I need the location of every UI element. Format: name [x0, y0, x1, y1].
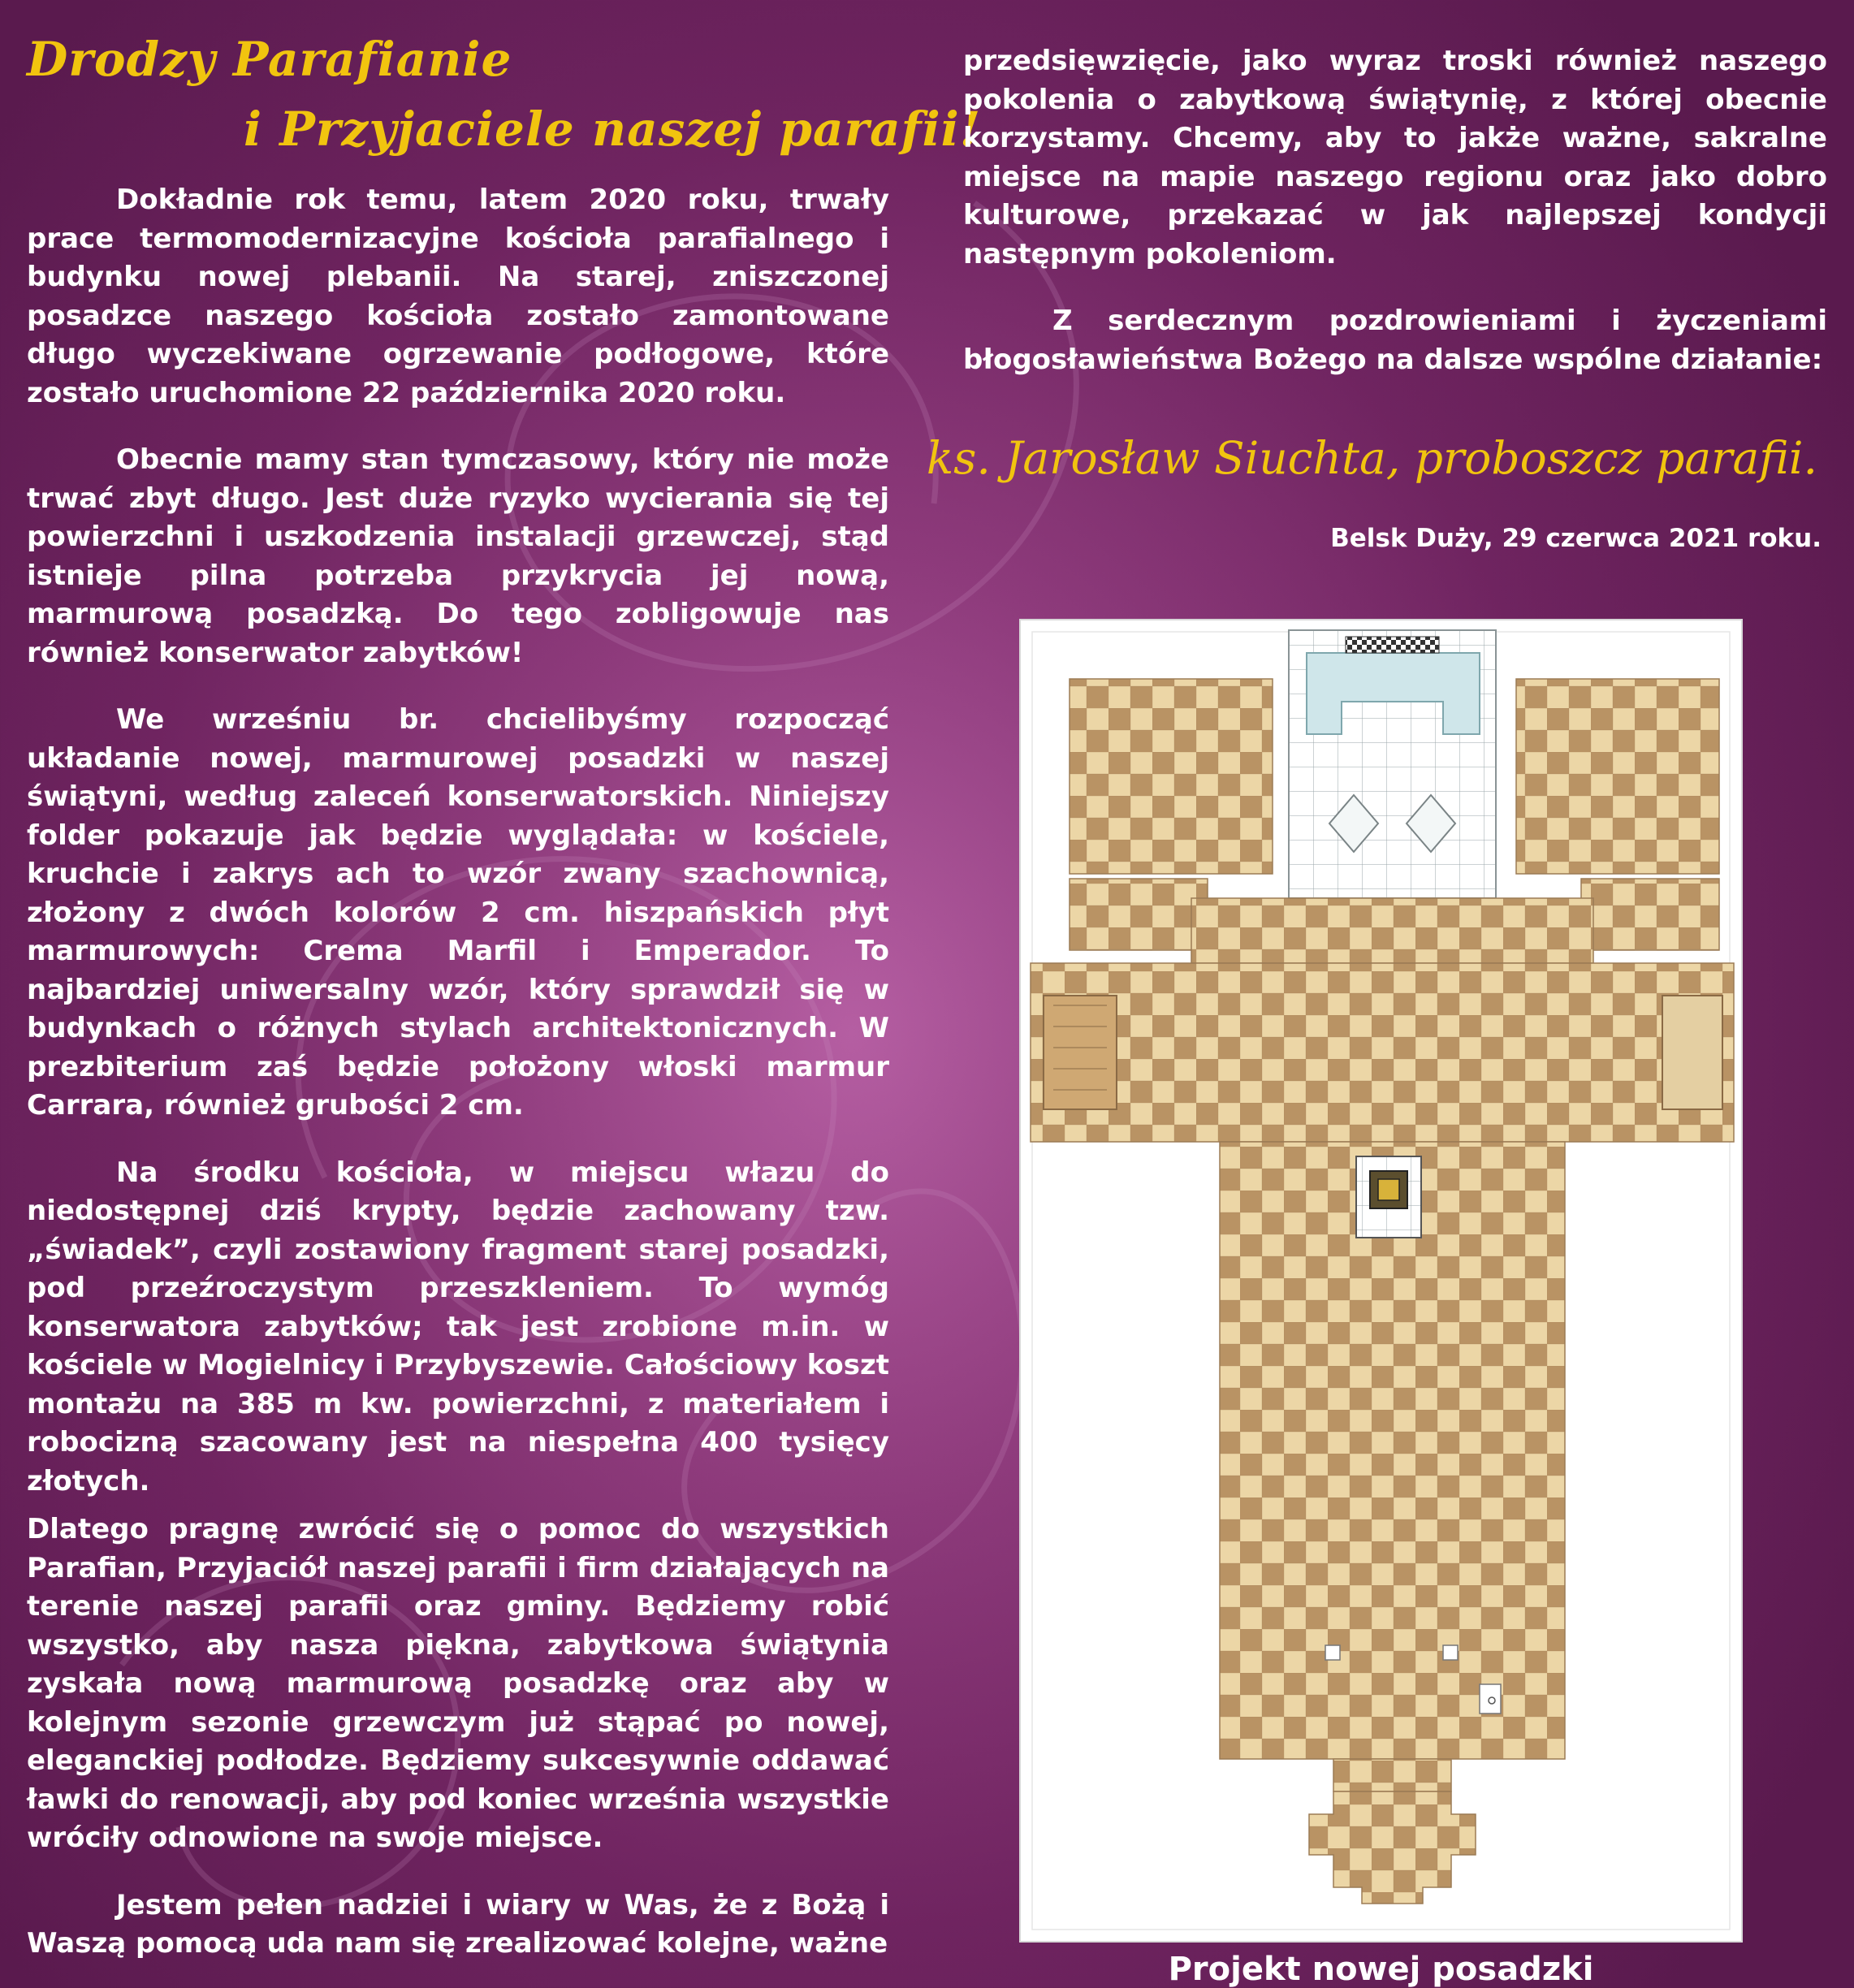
floor-plan-drawing	[1021, 620, 1741, 1941]
greeting-heading-line2: i Przyjaciele naszej parafii!	[244, 102, 982, 157]
left-text-column	[27, 181, 889, 1964]
floor-plan-caption: Projekt nowej posadzki	[1168, 1951, 1594, 1988]
right-sacristy-checkerboard	[1516, 679, 1719, 874]
paragraph-greetings: Z serdecznym pozdrowieniami i życzeniami błogosławieństwa Bożego na dalsze wspólne działanie:	[963, 305, 1827, 376]
paragraph-appeal-for-help: Dlatego pragnę zwrócić się o pomoc do wszystkich Parafian, Przyjaciół naszej parafii i firm działających na terenie naszej parafii oraz gminy. Będziemy robić wszystko, aby nasza piękna, zabytkowa świątynia zyskała nową marmurową posadzkę oraz aby w kolejnym sezonie grzewczym już stąpać po nowej, eleganckiej podłodze. Będziemy sukcesywnie oddawać ławki do renowacji, aby pod koniec września wszystkie wróciły odnowione na swoje miejsce.	[27, 1513, 889, 1854]
signature-date: Belsk Duży, 29 czerwca 2021 roku.	[1330, 524, 1822, 553]
paragraph-undertaking: przedsięwzięcie, jako wyraz troski również naszego pokolenia o zabytkową świątynię, z której obecnie korzystamy. Chcemy, aby to jakże ważne, sakralne miejsce na mapie naszego regionu oraz jako dobro kulturowe, przekazać w jak najlepszej kondycji następnym pokoleniom.	[963, 45, 1827, 270]
paragraph-crypt-witness: Na środku kościoła, w miejscu włazu do niedostępnej dziś krypty, będzie zachowany tzw. „świadek”, czyli zostawiony fragment starej posadzki, pod przeźroczystym przeszkleniem. To wymóg konserwatora zabytków; tak jest zrobione m.in. w kościele w Mogielnicy i Przybyszewie. Całościowy koszt montażu na 385 m kw. powierzchni, z materiałem i robocizną szacowany jest na niespełna 400 tysięcy złotych.	[27, 1156, 889, 1497]
paragraph-new-floor-plan: We wrześniu br. chcielibyśmy rozpocząć układanie nowej, marmurowej posadzki w naszej świątyni, według zaleceń konserwatorskich. Niniejszy folder pokazuje jak będzie wyglądała: w kościele, kruchcie i zakrys ach to wzór zwany szachownicą, złożony z dwóch kolorów 2 cm. hiszpańskich płyt marmurowych: Crema Marfil i Emperador. To najbardziej uniwersalny wzór, który sprawdził się w budynkach o różnych stylach architektonicznych. W prezbiterium zaś będzie położony włoski marmur Carrara, również grubości 2 cm.	[27, 703, 889, 1121]
greeting-heading-line1: Drodzy Parafianie	[27, 32, 512, 87]
paragraph-renovation-history: Dokładnie rok temu, latem 2020 roku, trwały prace termomodernizacyjne kościoła parafialnego i budynku nowej plebanii. Na starej, zniszczonej posadzce naszego kościoła zostało zamontowane długo wyczekiwane ogrzewanie podłogowe, które zostało uruchomione 22 października 2020 roku.	[27, 184, 889, 409]
right-text-column	[963, 42, 1827, 379]
signature: ks. Jarosław Siuchta, proboszcz parafii.	[926, 432, 1817, 484]
floor-plan-figure	[1019, 619, 1743, 1943]
transept-checkerboard	[1031, 963, 1734, 1142]
porch-checkerboard	[1309, 1791, 1476, 1904]
paragraph-hope: Jestem pełen nadziei i wiary w Was, że z Bożą i Waszą pomocą uda nam się zrealizować kolejne, ważne	[27, 1888, 889, 1960]
paragraph-temporary-state: Obecnie mamy stan tymczasowy, który nie może trwać zbyt długo. Jest duże ryzyko wycierania się tej powierzchni i uszkodzenia instalacji grzewczej, stąd istnieje pilna potrzeba przykrycia jej nową, marmurową posadzką. Do tego zobligowuje nas również konserwator zabytków!	[27, 443, 889, 669]
left-sacristy-checkerboard	[1070, 679, 1273, 874]
